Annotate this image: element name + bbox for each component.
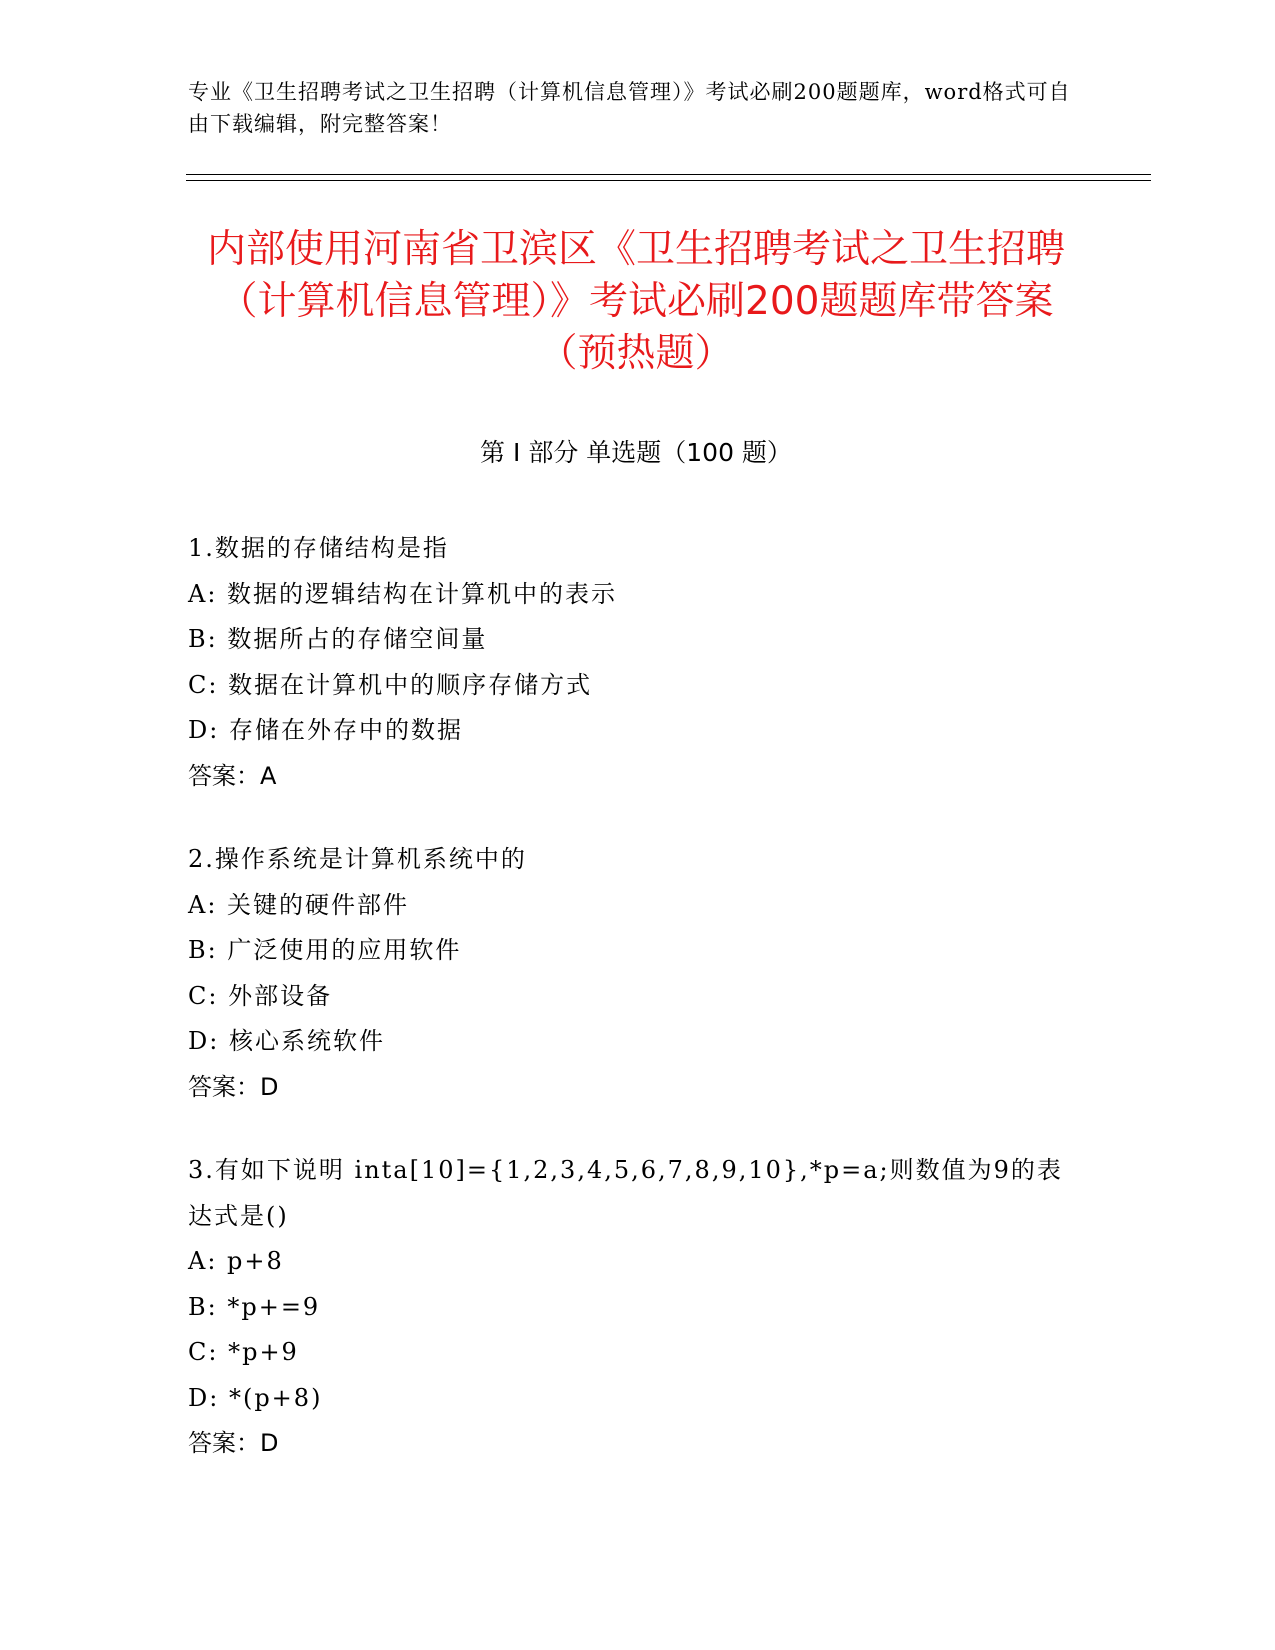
- option-b: B: 数据所占的存储空间量: [188, 625, 488, 653]
- header-divider-top: [186, 174, 1151, 175]
- option-c: C: 数据在计算机中的顺序存储方式: [188, 670, 593, 699]
- question-item: [188, 1148, 1088, 1467]
- question-list: [188, 526, 1088, 1505]
- answer-text: 答案：D: [188, 1072, 279, 1101]
- question-text: 3.有如下说明 inta[10]={1,2,3,4,5,6,7,8,9,10},*p=a;则数值为9的表达式是(): [188, 1156, 1063, 1230]
- question-item: [188, 526, 1088, 799]
- question-item: [188, 837, 1088, 1110]
- option-c: C: *p+9: [188, 1338, 299, 1366]
- question-text: 2.操作系统是计算机系统中的: [188, 845, 527, 873]
- header-divider-bottom: [186, 180, 1151, 181]
- option-b: B: 广泛使用的应用软件: [188, 936, 462, 964]
- option-a: A: 数据的逻辑结构在计算机中的表示: [188, 579, 618, 608]
- document-header-note: 专业《卫生招聘考试之卫生招聘（计算机信息管理）》考试必刷200题题库，word格式可自由下载编辑，附完整答案！: [188, 80, 1071, 136]
- answer-text: 答案：D: [188, 1429, 279, 1457]
- option-a: A: p+8: [188, 1247, 284, 1275]
- option-c: C: 外部设备: [188, 981, 333, 1010]
- section-title: 第 I 部分 单选题（100 题）: [480, 438, 792, 467]
- question-text: 1.数据的存储结构是指: [188, 534, 449, 562]
- option-a: A: 关键的硬件部件: [188, 890, 410, 919]
- answer-text: 答案：A: [188, 761, 277, 790]
- option-d: D: 存储在外存中的数据: [188, 716, 463, 744]
- option-b: B: *p+=9: [188, 1292, 321, 1321]
- option-d: D: *(p+8): [188, 1383, 323, 1412]
- option-d: D: 核心系统软件: [188, 1027, 385, 1055]
- document-title: 内部使用河南省卫滨区《卫生招聘考试之卫生招聘（计算机信息管理）》考试必刷200题题库带答案（预热题）: [206, 227, 1065, 376]
